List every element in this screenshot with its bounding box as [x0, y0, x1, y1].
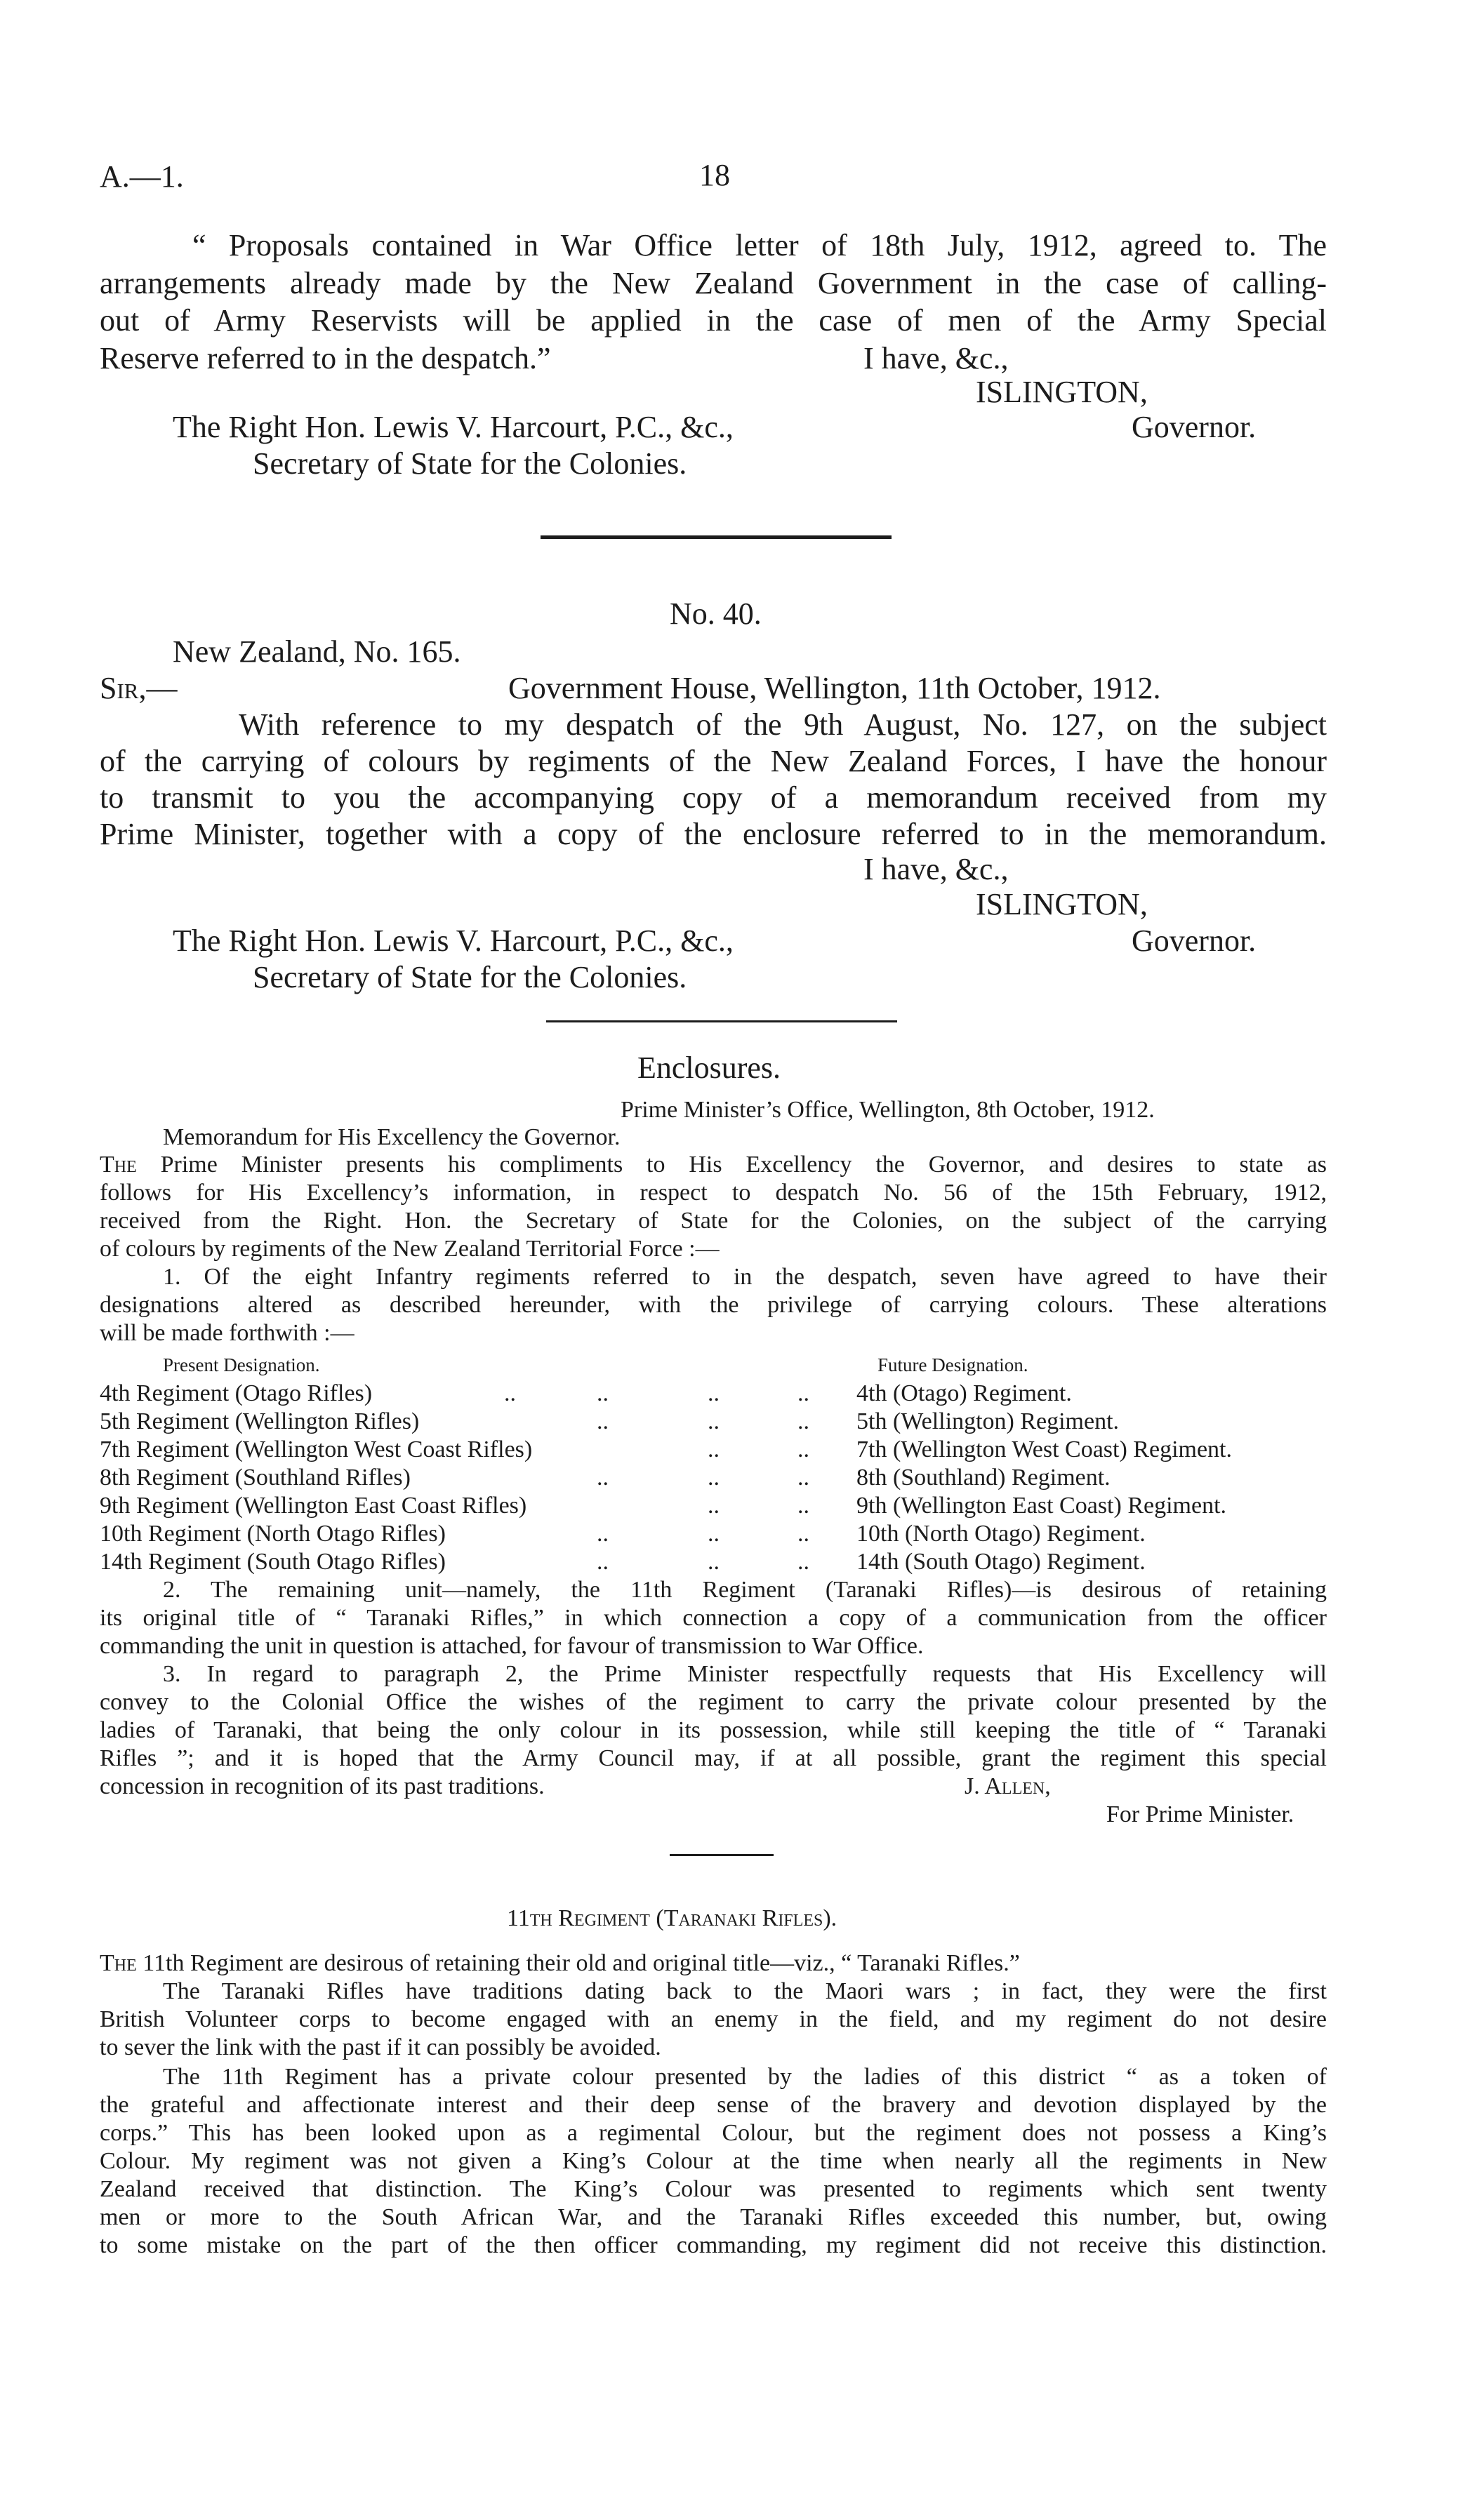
present-designation: 9th Regiment (Wellington East Coast Rifles)	[100, 1493, 527, 1519]
leader-dots: ..	[797, 1521, 809, 1547]
column-header-present: Present Designation.	[163, 1354, 320, 1375]
text-span: Prime Minister presents his compliments to His Excellency the Governor, and desires to state as	[136, 1152, 1327, 1178]
present-designation: 14th Regiment (South Otago Rifles)	[100, 1549, 446, 1575]
text-line: commanding the unit in question is attached, for favour of transmission to War Office.	[100, 1633, 924, 1659]
text-line: out of Army Reservists will be applied in the case of men of the Army Special	[100, 303, 1327, 338]
text-line: to transmit to you the accompanying copy of a memorandum received from my	[100, 780, 1327, 815]
future-designation: 7th (Wellington West Coast) Regiment.	[856, 1436, 1233, 1462]
text-line: follows for His Excellency’s information, in respect to despatch No. 56 of the 15th February, 1912,	[100, 1180, 1327, 1206]
present-designation: 7th Regiment (Wellington West Coast Rifles)	[100, 1436, 533, 1462]
future-designation: 4th (Otago) Regiment.	[856, 1380, 1072, 1406]
closing-phrase: I have, &c.,	[863, 341, 1009, 375]
signer-name: J. Allen,	[965, 1773, 1051, 1799]
page-reference: A.—1.	[100, 159, 184, 194]
despatch-number: New Zealand, No. 165.	[173, 634, 461, 669]
closing-phrase: I have, &c.,	[863, 852, 1009, 886]
text-line: 2. The remaining unit—namely, the 11th Regiment (Taranaki Rifles)—is desirous of retaining	[163, 1577, 1327, 1603]
signer-name: ISLINGTON,	[976, 887, 1148, 921]
text-line: Zealand received that distinction. The King’s Colour was presented to regiments which sent twenty	[100, 2176, 1327, 2202]
leader-dots: ..	[708, 1380, 720, 1406]
text-span: 11th Regiment are desirous of retaining their old and original title—viz., “ Taranaki Rifles.”	[136, 1950, 1020, 1976]
text-line: Colour. My regiment was not given a King’s Colour at the time when nearly all the regiments in New	[100, 2148, 1327, 2174]
signer-title: Governor.	[1132, 410, 1257, 444]
leader-dots: ..	[797, 1436, 809, 1462]
text-line: 1. Of the eight Infantry regiments referred to in the despatch, seven have agreed to have their	[163, 1264, 1327, 1290]
leader-dots: ..	[708, 1493, 720, 1519]
small-caps-word: The	[100, 1950, 137, 1976]
addressee-title: Secretary of State for the Colonies.	[253, 960, 687, 994]
despatch-heading: No. 40.	[670, 596, 762, 631]
signer-name: ISLINGTON,	[976, 375, 1148, 409]
text-line: Rifles ”; and it is hoped that the Army Council may, if at all possible, grant the regiment this special	[100, 1745, 1327, 1771]
leader-dots: ..	[708, 1549, 720, 1575]
future-designation: 8th (Southland) Regiment.	[856, 1465, 1111, 1491]
present-designation: 5th Regiment (Wellington Rifles)	[100, 1408, 420, 1434]
section-divider	[670, 1854, 774, 1856]
text-line: Prime Minister, together with a copy of the enclosure referred to in the memorandum.	[100, 817, 1327, 851]
text-line: ladies of Taranaki, that being the only colour in its possession, while still keeping the title of “ Taranaki	[100, 1717, 1327, 1743]
enclosures-heading: Enclosures.	[637, 1051, 781, 1085]
text-line: British Volunteer corps to become engaged with an enemy in the field, and my regiment do not desire	[100, 2006, 1327, 2032]
text-line	[100, 1151, 1327, 1179]
text-line	[100, 1949, 1020, 1978]
text-line: of the carrying of colours by regiments of the New Zealand Forces, I have the honour	[100, 744, 1327, 778]
text-line: concession in recognition of its past traditions.	[100, 1773, 545, 1799]
text-line: The Taranaki Rifles have traditions dating back to the Maori wars ; in fact, they were the first	[163, 1978, 1327, 2004]
leader-dots: ..	[597, 1521, 609, 1547]
future-designation: 5th (Wellington) Regiment.	[856, 1408, 1120, 1434]
salutation-dash: ,—	[138, 671, 178, 705]
text-line: The 11th Regiment has a private colour presented by the ladies of this district “ as a token of	[163, 2064, 1327, 2090]
place-date: Government House, Wellington, 11th October, 1912.	[508, 671, 1161, 705]
text-line: to sever the link with the past if it can possibly be avoided.	[100, 2034, 661, 2060]
text-line: With reference to my despatch of the 9th August, No. 127, on the subject	[239, 707, 1327, 742]
salutation-sir: Sir	[100, 671, 139, 705]
text-line: convey to the Colonial Office the wishes of the regiment to carry the private colour presented by the	[100, 1689, 1327, 1715]
future-designation: 10th (North Otago) Regiment.	[856, 1521, 1146, 1547]
leader-dots: ..	[797, 1408, 809, 1434]
leader-dots: ..	[797, 1549, 809, 1575]
leader-dots: ..	[597, 1408, 609, 1434]
addressee: The Right Hon. Lewis V. Harcourt, P.C., &c.,	[173, 410, 734, 444]
leader-dots: ..	[597, 1549, 609, 1575]
text-line: the grateful and affectionate interest and their deep sense of the bravery and devotion displayed by the	[100, 2092, 1327, 2118]
column-header-future: Future Designation.	[877, 1354, 1028, 1375]
addressee: The Right Hon. Lewis V. Harcourt, P.C., &c.,	[173, 924, 734, 958]
leader-dots: ..	[597, 1380, 609, 1406]
text-line: “ Proposals contained in War Office letter of 18th July, 1912, agreed to. The	[192, 228, 1327, 262]
leader-dots: ..	[797, 1465, 809, 1491]
salutation	[100, 669, 177, 707]
addressee-title: Secretary of State for the Colonies.	[253, 446, 687, 481]
present-designation: 10th Regiment (North Otago Rifles)	[100, 1521, 446, 1547]
text-line: of colours by regiments of the New Zealand Territorial Force :—	[100, 1236, 720, 1262]
text-line: designations altered as described hereunder, with the privilege of carrying colours. These alterations	[100, 1292, 1327, 1318]
signer-title: Governor.	[1132, 924, 1257, 958]
text-line: to some mistake on the part of the then officer commanding, my regiment did not receive this distinction.	[100, 2232, 1327, 2258]
leader-dots: ..	[708, 1408, 720, 1434]
present-designation: 4th Regiment (Otago Rifles)	[100, 1380, 373, 1406]
section-divider	[541, 535, 892, 539]
memo-title: Memorandum for His Excellency the Governor.	[163, 1124, 621, 1150]
page-number: 18	[699, 158, 730, 192]
present-designation: 8th Regiment (Southland Rifles)	[100, 1465, 411, 1491]
leader-dots: ..	[504, 1380, 516, 1406]
text-line: arrangements already made by the New Zealand Government in the case of calling-	[100, 266, 1327, 300]
leader-dots: ..	[708, 1436, 720, 1462]
leader-dots: ..	[708, 1521, 720, 1547]
text-line: 3. In regard to paragraph 2, the Prime Minister respectfully requests that His Excellency will	[163, 1661, 1327, 1687]
text-line: corps.” This has been looked upon as a regimental Colour, but the regiment does not possess a King’s	[100, 2120, 1327, 2146]
small-caps-word: The	[100, 1152, 137, 1178]
signer-role: For Prime Minister.	[1106, 1801, 1294, 1827]
text-line: Reserve referred to in the despatch.”	[100, 341, 551, 375]
future-designation: 14th (South Otago) Regiment.	[856, 1549, 1146, 1575]
text-line: its original title of “ Taranaki Rifles,” in which connection a copy of a communication from the officer	[100, 1605, 1327, 1631]
leader-dots: ..	[797, 1380, 809, 1406]
text-line: men or more to the South African War, and the Taranaki Rifles exceeded this number, but, owing	[100, 2204, 1327, 2230]
leader-dots: ..	[708, 1465, 720, 1491]
letter-heading: 11th Regiment (Taranaki Rifles).	[507, 1905, 837, 1931]
text-line: received from the Right. Hon. the Secretary of State for the Colonies, on the subject of the carrying	[100, 1208, 1327, 1234]
leader-dots: ..	[797, 1493, 809, 1519]
text-line: will be made forthwith :—	[100, 1320, 355, 1346]
future-designation: 9th (Wellington East Coast) Regiment.	[856, 1493, 1227, 1519]
leader-dots: ..	[597, 1465, 609, 1491]
office-date: Prime Minister’s Office, Wellington, 8th October, 1912.	[621, 1097, 1155, 1123]
section-divider	[546, 1020, 897, 1022]
